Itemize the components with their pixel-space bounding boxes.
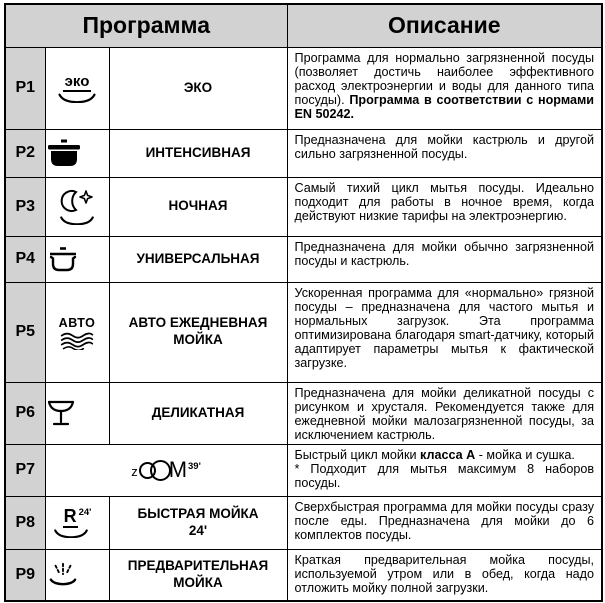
pot-outline-icon xyxy=(46,246,80,273)
program-id: P9 xyxy=(5,549,45,601)
table-row xyxy=(5,496,602,549)
program-id: P2 xyxy=(5,129,45,177)
program-table xyxy=(4,3,603,602)
program-id: P4 xyxy=(5,236,45,282)
table-row xyxy=(5,549,602,601)
program-name: ЭКО xyxy=(109,47,287,129)
program-name: ИНТЕНСИВНАЯ xyxy=(109,129,287,177)
program-name: ДЕЛИКАТНАЯ xyxy=(109,382,287,444)
program-id: P5 xyxy=(5,282,45,382)
program-name: ПРЕДВАРИТЕЛЬНАЯ МОЙКА xyxy=(109,549,287,601)
program-description: Предназначена для мойки деликатной посуды с рисунком и хрусталя. Рекомендуется также для ежедневной мойки малозагрязненной посуды, за исключением кастрюль. xyxy=(287,382,602,444)
program-name: УНИВЕРСАЛЬНАЯ xyxy=(109,236,287,282)
program-id: P3 xyxy=(5,177,45,236)
r-24-swoosh-icon: R 24' xyxy=(52,507,102,538)
eco-swoosh-icon: эко xyxy=(55,74,99,103)
program-description: Быстрый цикл мойки класса А - мойка и сушка. * Подходит для мытья максимум 8 наборов посуды. xyxy=(287,444,602,496)
program-id: P6 xyxy=(5,382,45,444)
program-id: P1 xyxy=(5,47,45,129)
program-description: Краткая предварительная мойка посуды, используемой утром или в обед, когда надо отложить мойку полной загрузки. xyxy=(287,549,602,601)
zoom-logo: z M 39' xyxy=(131,457,201,482)
program-name: АВТО ЕЖЕДНЕВНАЯ МОЙКА xyxy=(109,282,287,382)
table-row xyxy=(5,177,602,236)
cocktail-glass-icon xyxy=(46,399,76,427)
program-description: Сверхбыстрая программа для мойки посуды сразу после еды. Предназначена для мойки до 6 комплектов посуды. xyxy=(287,496,602,549)
program-description: Самый тихий цикл мытья посуды. Идеально подходит для работы в ночное время, когда действуют низкие тарифы на электроэнергию. xyxy=(287,177,602,236)
dish-curve xyxy=(57,216,97,225)
dish-curve xyxy=(55,93,99,103)
program-name: БЫСТРАЯ МОЙКА 24' xyxy=(109,496,287,549)
table-row xyxy=(5,129,602,177)
table-row xyxy=(5,236,602,282)
program-id: P7 xyxy=(5,444,45,496)
program-description: Предназначена для мойки обычно загрязненной посуды и кастрюль. xyxy=(287,236,602,282)
table-row xyxy=(5,382,602,444)
zoom-circle-large xyxy=(150,460,171,481)
table-row xyxy=(5,282,602,382)
header-row xyxy=(5,4,602,47)
program-description: Ускоренная программа для «нормально» грязной посуды – предназначена для частого мытья и нормальных загрузок. Эта программа оптимизирована благодаря smart-датчику, который адаптирует параметры мытья к фактической загрузке. xyxy=(287,282,602,382)
pot-filled-icon xyxy=(46,139,82,168)
table-row xyxy=(5,444,602,496)
program-description: Предназначена для мойки кастрюль и другой сильно загрязненной посуды. xyxy=(287,129,602,177)
program-name: НОЧНАЯ xyxy=(109,177,287,236)
dish-curve xyxy=(52,529,90,538)
night-moon-star-icon xyxy=(57,189,97,225)
prewash-spray-icon xyxy=(46,561,80,589)
header-description: Описание xyxy=(287,4,602,47)
program-id: P8 xyxy=(5,496,45,549)
table-row xyxy=(5,47,602,129)
header-program: Программа xyxy=(5,4,287,47)
program-description: Программа для нормально загрязненной посуды (позволяет достичь наиболее эффективного расход электроэнергии и воды для данного типа посуды). Программа в соответствии с нормами EN 50242. xyxy=(287,47,602,129)
auto-waves-icon: АВТО xyxy=(58,317,96,351)
